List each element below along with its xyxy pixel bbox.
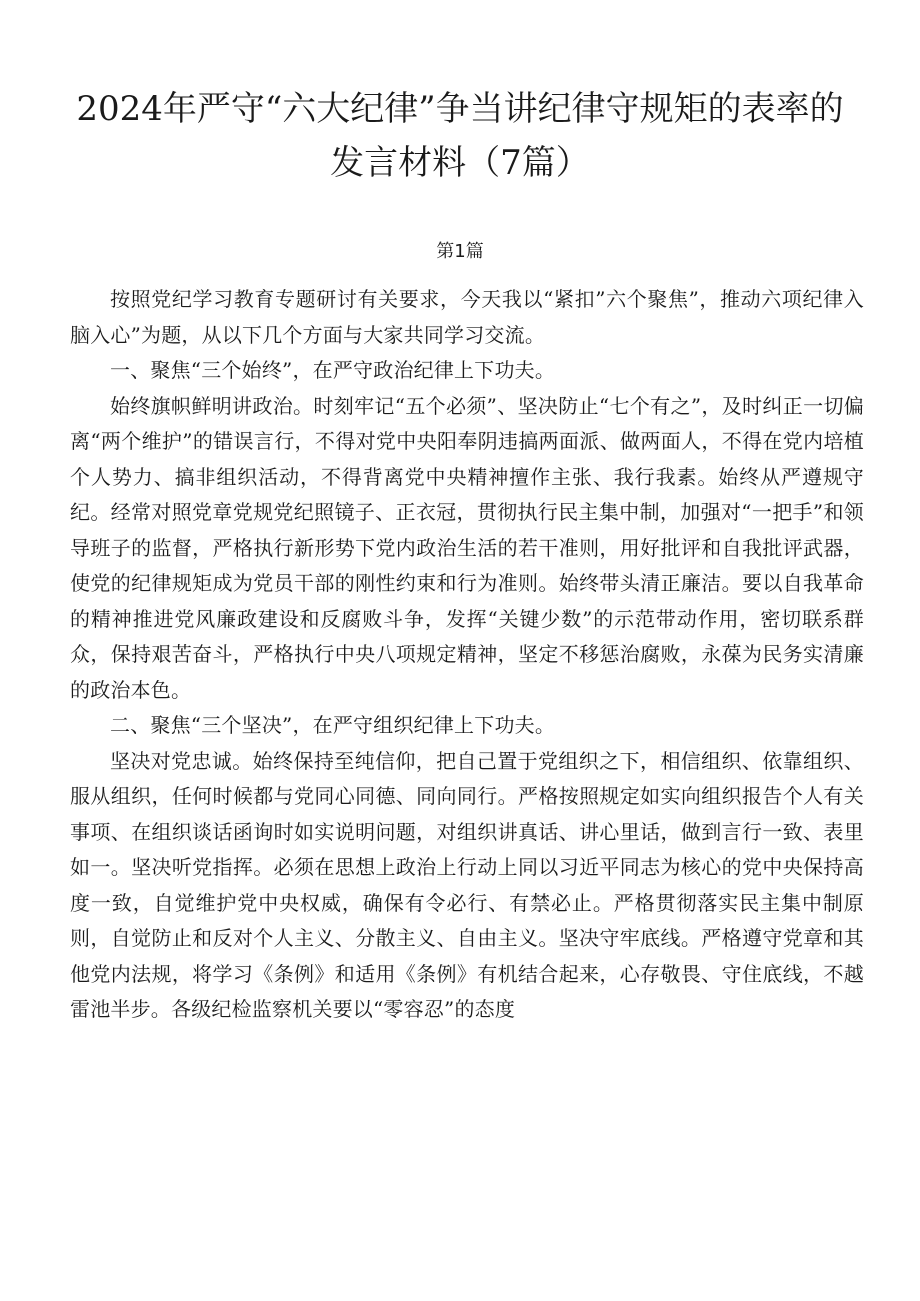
section-1-heading: 一、聚焦“三个始终”，在严守政治纪律上下功夫。 xyxy=(110,358,556,382)
document-title: 2024年严守“六大纪律”争当讲纪律守规矩的表率的发言材料（7篇） xyxy=(76,89,844,183)
section-2-paragraph: 坚决对党忠诚。始终保持至纯信仰，把自己置于党组织之下，相信组织、依靠组织、服从组织，任何时候都与党同心同德、同向同行。严格按照规定如实向组织报告个人有关事项、在组织谈话函询时如实说明问题，对组织讲真话、讲心里话，做到言行一致、表里如一。坚决听党指挥。必须在思想上政治上行动上同以习近平同志为核心的党中央保持高度一致，自觉维护党中央权威，确保有令必行、有禁必止。严格贯彻落实民主集中制原则，自觉防止和反对个人主义、分散主义、自由主义。坚决守牢底线。严格遵守党章和其他党内法规，将学习《条例》和适用《条例》有机结合起来，心存敬畏、守住底线，不越雷池半步。各级纪检监察机关要以“零容忍”的态度 xyxy=(70,748,864,1021)
section-1-paragraph: 始终旗帜鲜明讲政治。时刻牢记“五个必须”、坚决防止“七个有之”，及时纠正一切偏离“两个维护”的错误言行，不得对党中央阳奉阴违搞两面派、做两面人，不得在党内培植个人势力、搞非组织活动，不得背离党中央精神擅作主张、我行我素。始终从严遵规守纪。经常对照党章党规党纪照镜子、正衣冠，贯彻执行民主集中制，加强对“一把手”和领导班子的监督，严格执行新形势下党内政治生活的若干准则，用好批评和自我批评武器，使党的纪律规矩成为党员干部的刚性约束和行为准则。始终带头清正廉洁。要以自我革命的精神推进党风廉政建设和反腐败斗争，发挥“关键少数”的示范带动作用，密切联系群众，保持艰苦奋斗，严格执行中央八项规定精神，坚定不移惩治腐败，永葆为民务实清廉的政治本色。 xyxy=(70,393,864,702)
intro-paragraph: 按照党纪学习教育专题研讨有关要求，今天我以“紧扣”六个聚焦”，推动六项纪律入脑入心”为题，从以下几个方面与大家共同学习交流。 xyxy=(70,287,864,347)
section-2-heading: 二、聚焦“三个坚决”，在严守组织纪律上下功夫。 xyxy=(110,713,556,737)
document-body xyxy=(70,282,864,1028)
chapter-heading: 第1篇 xyxy=(436,241,484,262)
